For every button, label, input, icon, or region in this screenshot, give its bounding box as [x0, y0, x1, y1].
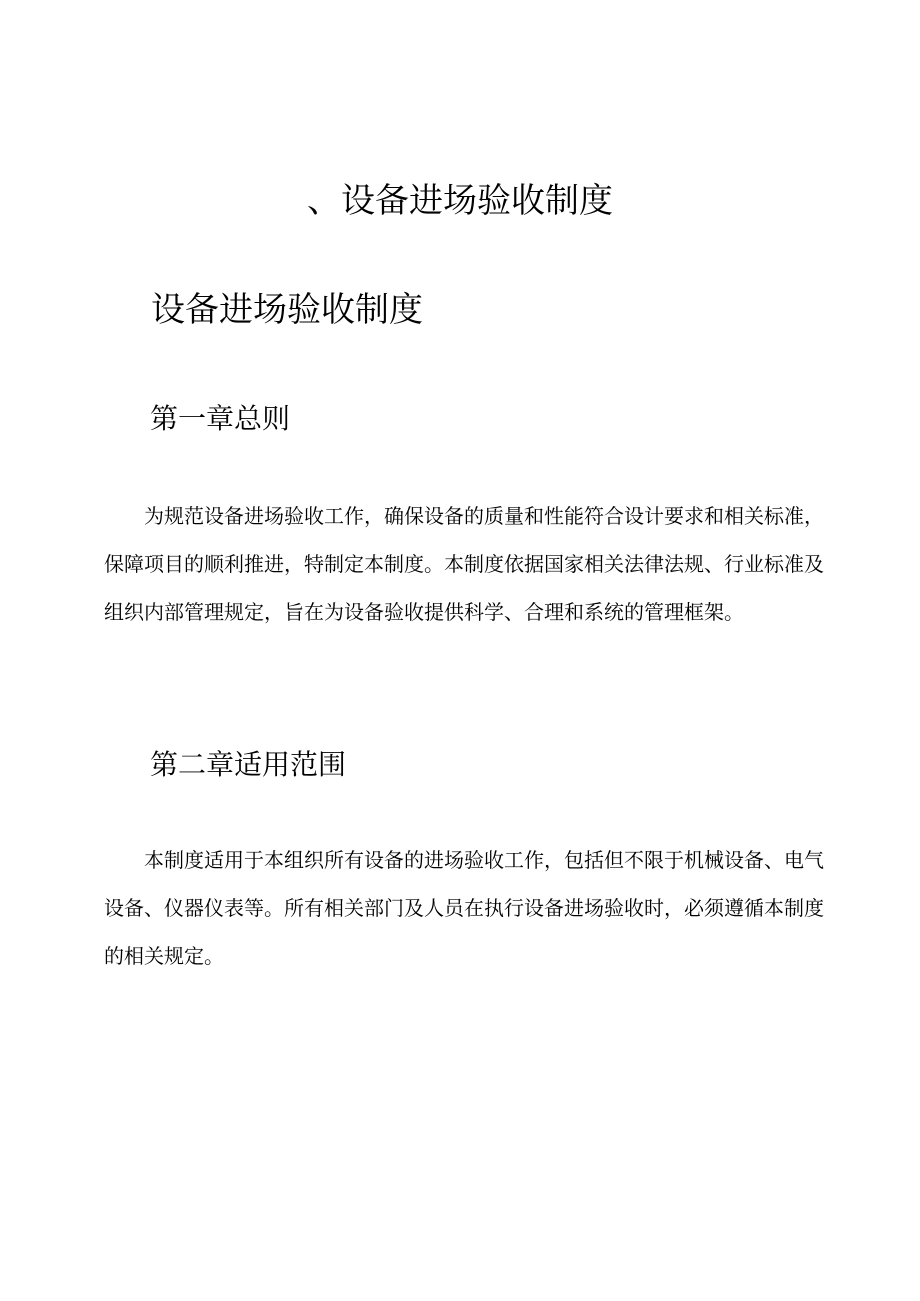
chapter-1-heading: 第一章总则 [150, 402, 291, 435]
chapter-2-heading: 第二章适用范围 [150, 748, 347, 781]
document-subtitle: 设备进场验收制度 [151, 290, 423, 330]
chapter-1-paragraph: 为规范设备进场验收工作，确保设备的质量和性能符合设计要求和相关标准，保障项目的顺利推进，特制定本制度。本制度依据国家相关法律法规、行业标准及组织内部管理规定，旨在为设备验收提供科学、合理和系统的管理框架。 [104, 504, 824, 624]
document-title: 、设备进场验收制度 [307, 181, 613, 221]
chapter-2-paragraph: 本制度适用于本组织所有设备的进场验收工作，包括但不限于机械设备、电气设备、仪器仪表等。所有相关部门及人员在执行设备进场验收时，必须遵循本制度的相关规定。 [104, 848, 824, 968]
